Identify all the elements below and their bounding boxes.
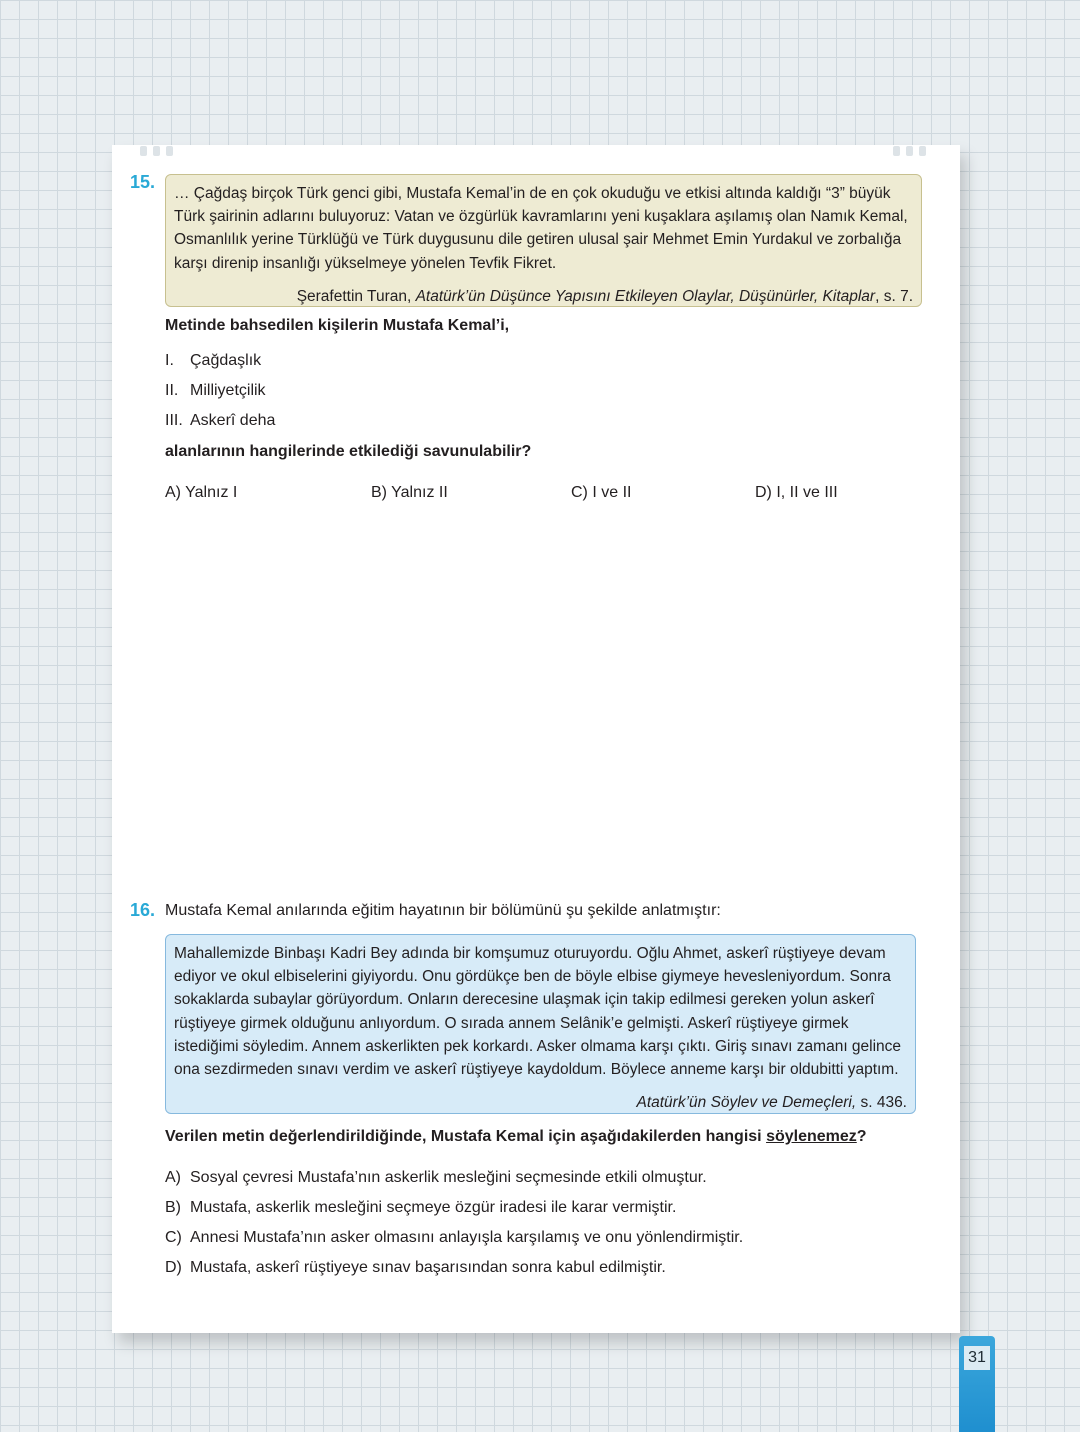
question-15-source	[174, 285, 913, 308]
q16-option-b[interactable]: B) Mustafa, askerlik mesleğini seçmeye özgür iradesi ile karar vermiştir.	[165, 1199, 677, 1216]
source-page: s. 436.	[856, 1094, 907, 1112]
q15-option-c[interactable]: C) I ve II	[571, 484, 632, 501]
binder-holes-left	[140, 143, 236, 157]
roman-item-1: I. Çağdaşlık	[165, 352, 262, 369]
source-title: Atatürk’ün Düşünce Yapısını Etkileyen Olaylar, Düşünürler, Kitaplar	[415, 287, 876, 305]
worksheet-page	[112, 145, 960, 1333]
source-author: Şerafettin Turan,	[296, 287, 412, 305]
page-number-tab	[959, 1336, 995, 1432]
question-15-number: 15.	[130, 172, 156, 192]
question-16-quote	[165, 934, 916, 1114]
page-number: 31	[964, 1346, 990, 1370]
q15-option-b[interactable]: B) Yalnız II	[371, 484, 448, 501]
q15-option-a[interactable]: A) Yalnız I	[165, 484, 238, 501]
q16-option-d[interactable]: D) Mustafa, askerî rüştiyeye sınav başarısından sonra kabul edilmiştir.	[165, 1259, 666, 1276]
question-15-quote	[165, 174, 922, 307]
roman-item-3: III. Askerî deha	[165, 412, 276, 429]
question-16-stem: Verilen metin değerlendirildiğinde, Mustafa Kemal için aşağıdakilerden hangisi söylenemez?	[165, 1128, 867, 1145]
question-16-quote-text: Mahallemizde Binbaşı Kadri Bey adında bir komşumuz oturuyordu. Oğlu Ahmet, askerî rüştiyeye devam ediyor ve okul elbiselerini giyiyordu. Onu gördükçe ben de böyle elbise giymeye hevesleniyordum. Sonra sokaklarda subaylar görüyordum. Onların derecesine ulaşmak için takip edilmesi gereken yolun askerî rüştiyeye girmek olduğunu anlıyordum. O sırada annem Selânik’e gelmişti. Askerî rüştiyeye girmek istediğimi söyledim. Annem askerlikten pek korkardı. Asker olmama karşı çıktı. Giriş sınavı zamanı gelince ona sezdirmeden sınavı verdim ve askerî rüştiyeye kaydoldum. Böylece anneme karşı bir oldubitti yaptım.	[174, 945, 902, 1079]
source-title: Atatürk’ün Söylev ve Demeçleri,	[636, 1094, 857, 1112]
question-16-number: 16.	[130, 900, 156, 920]
q15-option-d[interactable]: D) I, II ve III	[755, 484, 838, 501]
q16-option-a[interactable]: A) Sosyal çevresi Mustafa’nın askerlik mesleğini seçmesinde etkili olmuştur.	[165, 1169, 707, 1186]
source-page: , s. 7.	[875, 287, 913, 305]
question-15-stem-top: Metinde bahsedilen kişilerin Mustafa Kemal’i,	[165, 317, 510, 334]
q16-option-c[interactable]: C) Annesi Mustafa’nın asker olmasını anlayışla karşılamış ve onu yönlendirmiştir.	[165, 1229, 744, 1246]
question-15-quote-text: … Çağdaş birçok Türk genci gibi, Mustafa Kemal’in de en çok okuduğu ve etkisi altında kaldığı “3” büyük Türk şairinin adlarını buluyoruz: Vatan ve özgürlük kavramlarını yeni kuşaklara aşılamış olan Namık Kemal, Osmanlılık yerine Türklüğü ve Türk duygusunu dile getiren ulusal şair Mehmet Emin Yurdakul ve zorbalığa karşı direnip insanlığı yükselmeye yönelen Tevfik Fikret.	[174, 185, 908, 272]
question-15-stem-bottom: alanlarının hangilerinde etkilediği savunulabilir?	[165, 443, 532, 460]
binder-holes-right	[836, 143, 932, 157]
roman-item-2: II. Milliyetçilik	[165, 382, 266, 399]
underlined-word: söylenemez	[766, 1128, 857, 1145]
question-16-intro: Mustafa Kemal anılarında eğitim hayatının bir bölümünü şu şekilde anlatmıştır:	[165, 902, 721, 919]
question-16-source	[174, 1091, 907, 1114]
